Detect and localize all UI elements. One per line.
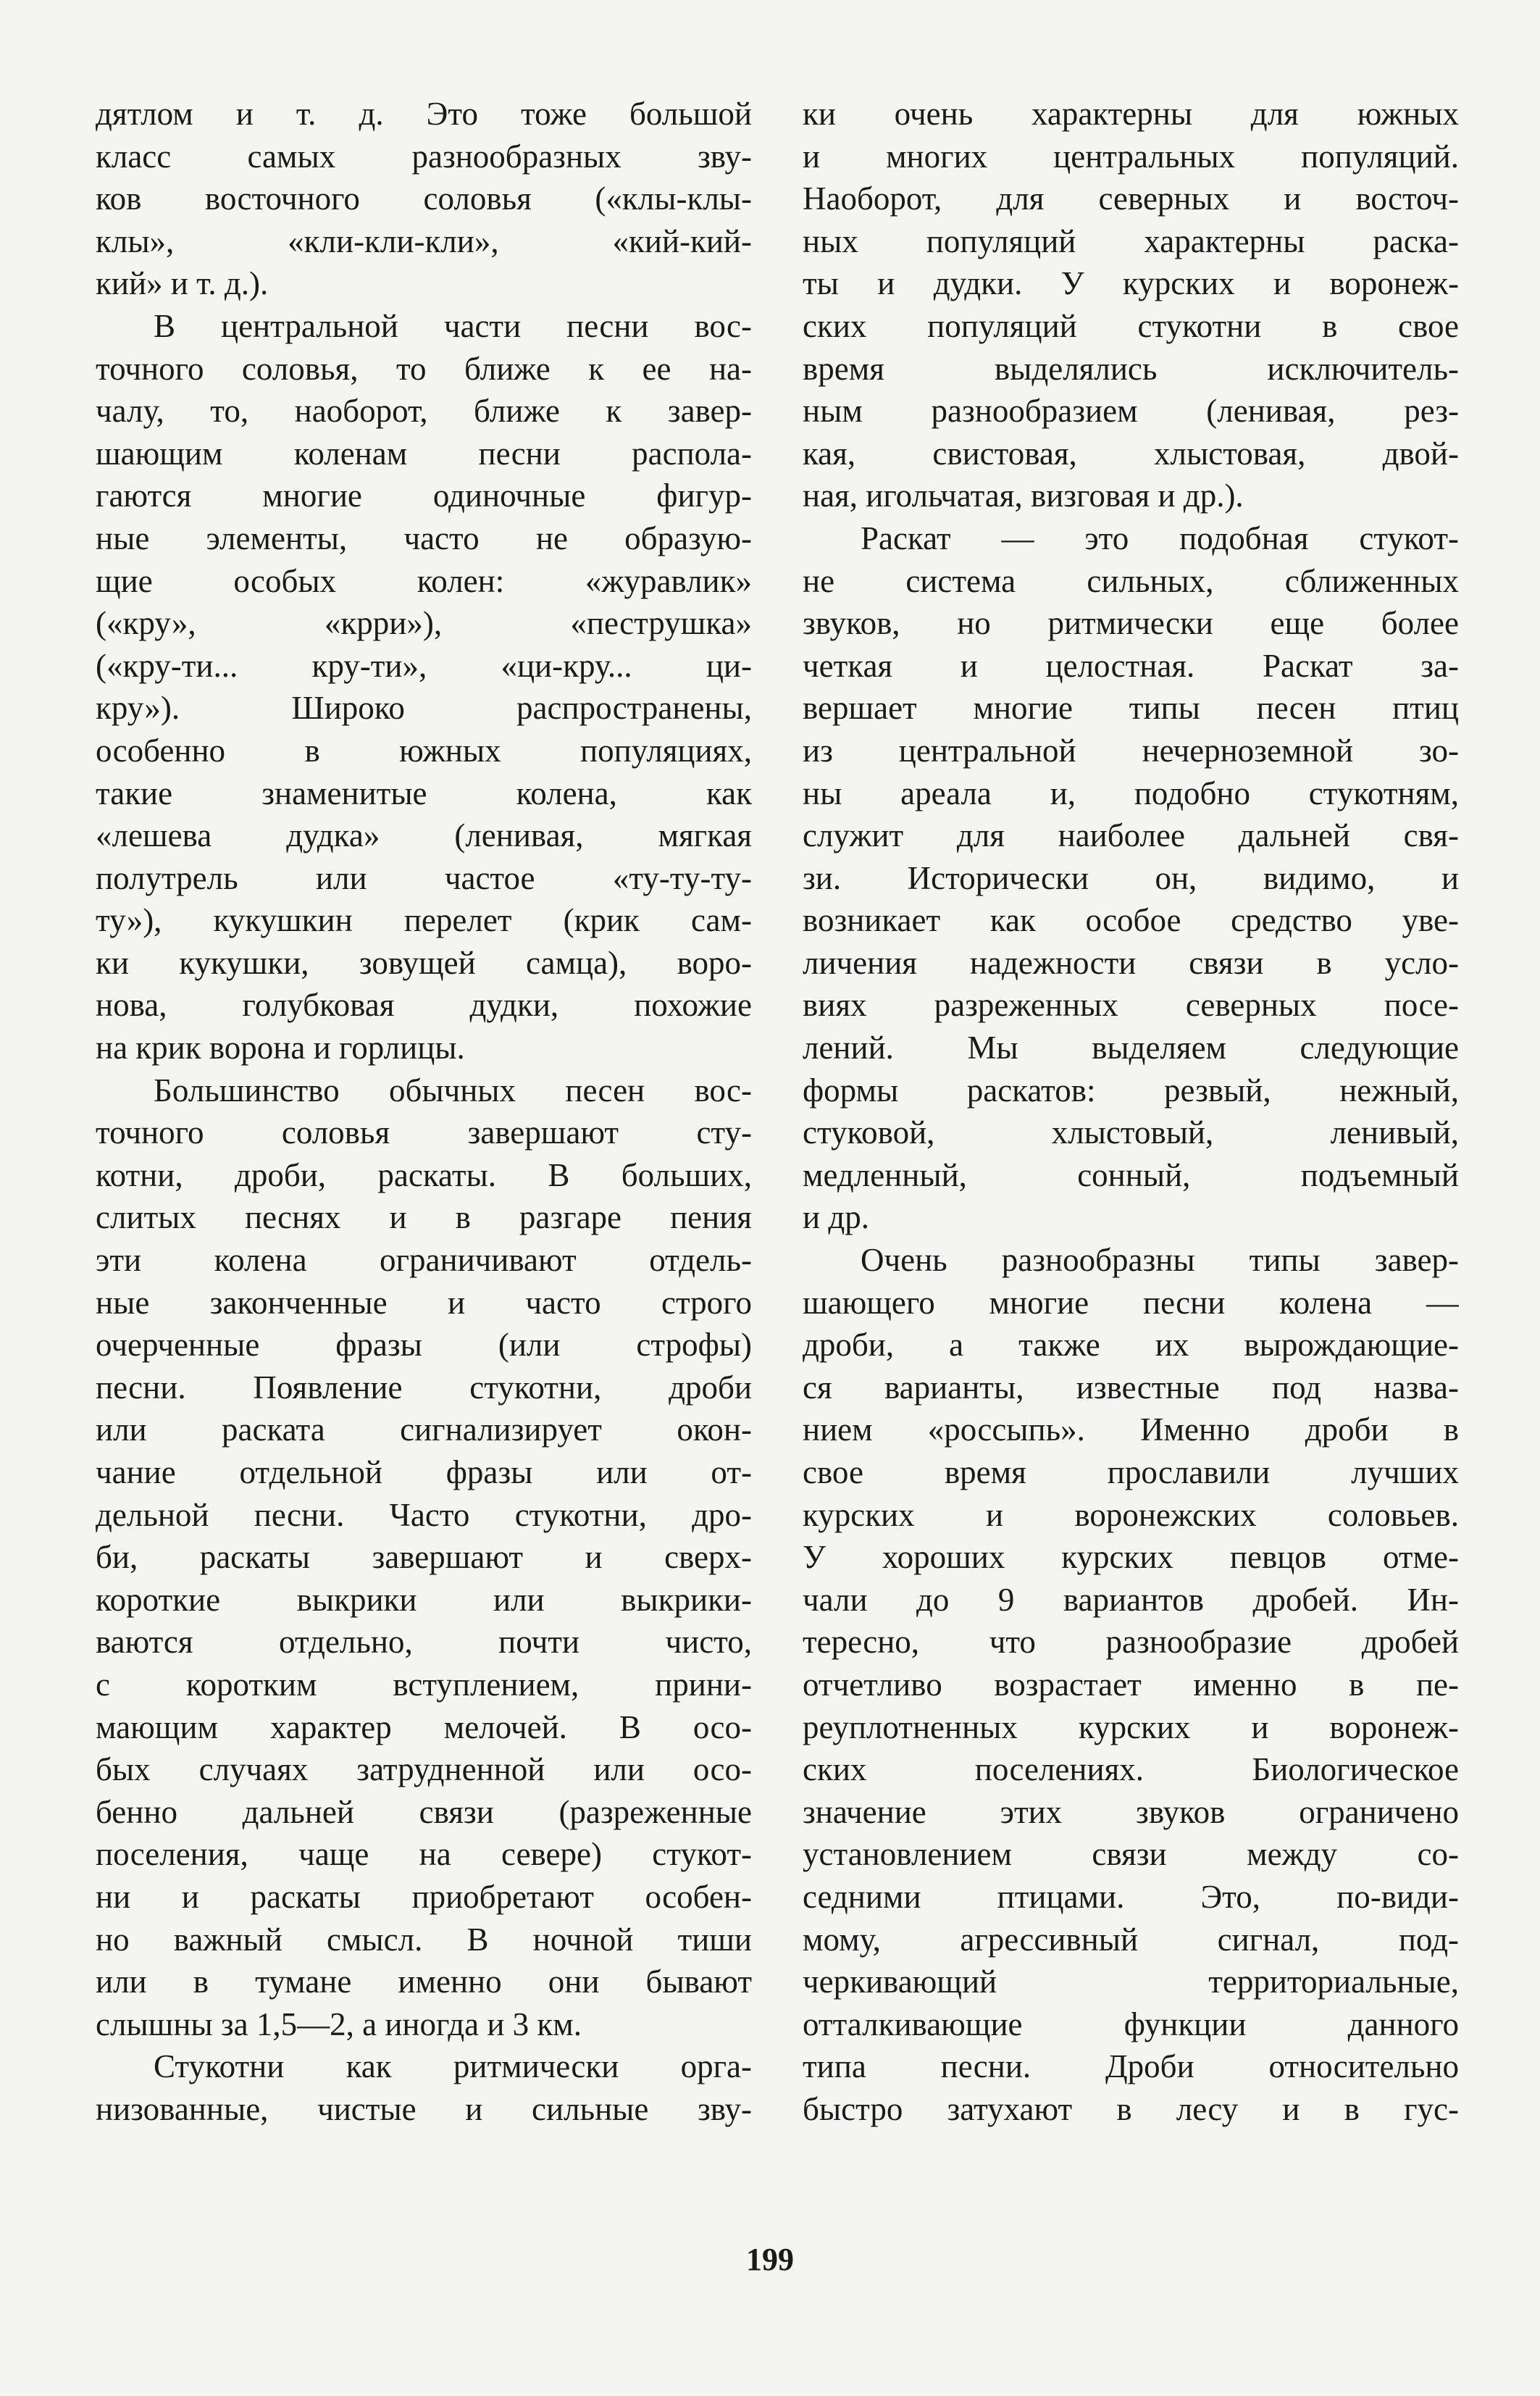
text-line: ваются отдельно, почти чисто, — [96, 1624, 752, 1661]
text-line: возникает как особое средство уве- — [803, 902, 1459, 939]
text-line: кий» и т. д.). — [96, 265, 269, 302]
paragraph-first-line: Раскат — это подобная стукот- — [861, 519, 1459, 556]
text-line: («кру-ти... кру-ти», «ци-кру... ци- — [96, 647, 752, 684]
paragraph-first-line: Большинство обычных песен вос- — [154, 1072, 752, 1109]
text-line: особенно в южных популяциях, — [96, 732, 752, 769]
right-column — [803, 93, 1459, 2131]
text-line: чалу, то, наоборот, ближе к завер- — [96, 393, 752, 430]
text-line: полутрель или частое «ту-ту-ту- — [96, 859, 752, 896]
text-line: котни, дроби, раскаты. В больших, — [96, 1156, 752, 1193]
text-line: время выделялись исключитель- — [803, 350, 1459, 387]
text-line: ту»), кукушкин перелет (крик сам- — [96, 902, 752, 939]
text-line: дельной песни. Часто стукотни, дро- — [96, 1496, 752, 1533]
text-line: би, раскаты завершают и сверх- — [96, 1539, 752, 1576]
text-line: ных популяций характерны раска- — [803, 222, 1459, 259]
text-line: отталкивающие функции данного — [803, 2005, 1459, 2042]
text-line: служит для наиболее дальней свя- — [803, 817, 1459, 854]
text-line: эти колена ограничивают отдель- — [96, 1242, 752, 1279]
text-line: виях разреженных северных посе- — [803, 987, 1459, 1024]
text-line: курских и воронежских соловьев. — [803, 1496, 1459, 1533]
text-line: ни и раскаты приобретают особен- — [96, 1878, 752, 1915]
text-line: нием «россыпь». Именно дроби в — [803, 1411, 1459, 1448]
text-line: «лешева дудка» (ленивая, мягкая — [96, 817, 752, 854]
text-line: быстро затухают в лесу и в гус- — [803, 2090, 1459, 2127]
text-line: поселения, чаще на севере) стукот- — [96, 1836, 752, 1873]
text-line: низованные, чистые и сильные зву- — [96, 2090, 752, 2127]
text-line: дятлом и т. д. Это тоже большой — [96, 96, 752, 132]
text-line: на крик ворона и горлицы. — [96, 1030, 465, 1066]
text-line: слитых песнях и в разгаре пения — [96, 1199, 752, 1236]
text-line: очерченные фразы (или строфы) — [96, 1327, 752, 1364]
text-line: слышны за 1,5—2, а иногда и 3 км. — [96, 2005, 582, 2042]
paragraph-first-line: Стукотни как ритмически орга- — [154, 2048, 752, 2085]
text-line: такие знаменитые колена, как — [96, 775, 752, 811]
text-line: медленный, сонный, подъемный — [803, 1156, 1459, 1193]
text-line: ты и дудки. У курских и воронеж- — [803, 265, 1459, 302]
text-line: значение этих звуков ограничено — [803, 1793, 1459, 1830]
text-line: бых случаях затрудненной или осо- — [96, 1751, 752, 1788]
text-line: («кру», «крри»), «пеструшка» — [96, 605, 752, 642]
text-line: тересно, что разнообразие дробей — [803, 1624, 1459, 1661]
text-line: точного соловья, то ближе к ее на- — [96, 350, 752, 387]
text-line: ся варианты, известные под назва- — [803, 1369, 1459, 1406]
text-line: точного соловья завершают сту- — [96, 1114, 752, 1151]
text-line: и др. — [803, 1199, 869, 1236]
text-line: отчетливо возрастает именно в пе- — [803, 1666, 1459, 1703]
text-line: но важный смысл. В ночной тиши — [96, 1921, 752, 1958]
text-line: класс самых разнообразных зву- — [96, 138, 752, 175]
text-line: Наоборот, для северных и восточ- — [803, 180, 1459, 217]
text-line: ны ареала и, подобно стукотням, — [803, 775, 1459, 811]
text-line: ков восточного соловья («клы-клы- — [96, 180, 752, 217]
text-line: из центральной нечерноземной зо- — [803, 732, 1459, 769]
text-line: ских поселениях. Биологическое — [803, 1751, 1459, 1788]
text-line: с коротким вступлением, прини- — [96, 1666, 752, 1703]
text-line: У хороших курских певцов отме- — [803, 1539, 1459, 1576]
text-line: ки кукушки, зовущей самца), воро- — [96, 944, 752, 981]
text-line: ные законченные и часто строго — [96, 1284, 752, 1321]
text-line: четкая и целостная. Раскат за- — [803, 647, 1459, 684]
text-line: чание отдельной фразы или от- — [96, 1454, 752, 1490]
text-line: песни. Появление стукотни, дроби — [96, 1369, 752, 1406]
text-line: дроби, а также их вырождающие- — [803, 1327, 1459, 1364]
text-line: гаются многие одиночные фигур- — [96, 477, 752, 514]
text-line: бенно дальней связи (разреженные — [96, 1793, 752, 1830]
text-line: и многих центральных популяций. — [803, 138, 1459, 175]
text-line: щие особых колен: «журавлик» — [96, 562, 752, 599]
text-line: свое время прославили лучших — [803, 1454, 1459, 1490]
text-line: мому, агрессивный сигнал, под- — [803, 1921, 1459, 1958]
text-line: стуковой, хлыстовый, ленивый, — [803, 1114, 1459, 1151]
text-line: ских популяций стукотни в свое — [803, 307, 1459, 344]
text-line: личения надежности связи в усло- — [803, 944, 1459, 981]
text-line: реуплотненных курских и воронеж- — [803, 1708, 1459, 1745]
text-line: ная, игольчатая, визговая и др.). — [803, 477, 1244, 514]
text-line: седними птицами. Это, по-види- — [803, 1878, 1459, 1915]
text-line: кая, свистовая, хлыстовая, двой- — [803, 435, 1459, 472]
text-line: ные элементы, часто не образую- — [96, 519, 752, 556]
text-line: короткие выкрики или выкрики- — [96, 1581, 752, 1618]
page-number: 199 — [746, 2242, 794, 2277]
text-line: установлением связи между со- — [803, 1836, 1459, 1873]
text-line: зи. Исторически он, видимо, и — [803, 859, 1459, 896]
text-line: чали до 9 вариантов дробей. Ин- — [803, 1581, 1459, 1618]
text-line: нова, голубковая дудки, похожие — [96, 987, 752, 1024]
text-line: мающим характер мелочей. В осо- — [96, 1708, 752, 1745]
paragraph-first-line: Очень разнообразны типы завер- — [861, 1242, 1459, 1279]
text-line: типа песни. Дроби относительно — [803, 2048, 1459, 2085]
text-line: ки очень характерны для южных — [803, 96, 1459, 132]
text-line: лений. Мы выделяем следующие — [803, 1030, 1459, 1066]
text-line: ным разнообразием (ленивая, рез- — [803, 393, 1459, 430]
text-line: клы», «кли-кли-кли», «кий-кий- — [96, 222, 752, 259]
text-line: звуков, но ритмически еще более — [803, 605, 1459, 642]
text-line: шающего многие песни колена — — [803, 1284, 1459, 1321]
paragraph-first-line: В центральной части песни вос- — [154, 307, 752, 344]
text-line: или в тумане именно они бывают — [96, 1963, 752, 2000]
text-line: кру»). Широко распространены, — [96, 690, 752, 727]
left-column — [96, 93, 752, 2131]
text-line: формы раскатов: резвый, нежный, — [803, 1072, 1459, 1109]
text-line: шающим коленам песни распола- — [96, 435, 752, 472]
text-line: или раската сигнализирует окон- — [96, 1411, 752, 1448]
text-line: не система сильных, сближенных — [803, 562, 1459, 599]
text-line: вершает многие типы песен птиц — [803, 690, 1459, 727]
text-line: черкивающий территориальные, — [803, 1963, 1459, 2000]
